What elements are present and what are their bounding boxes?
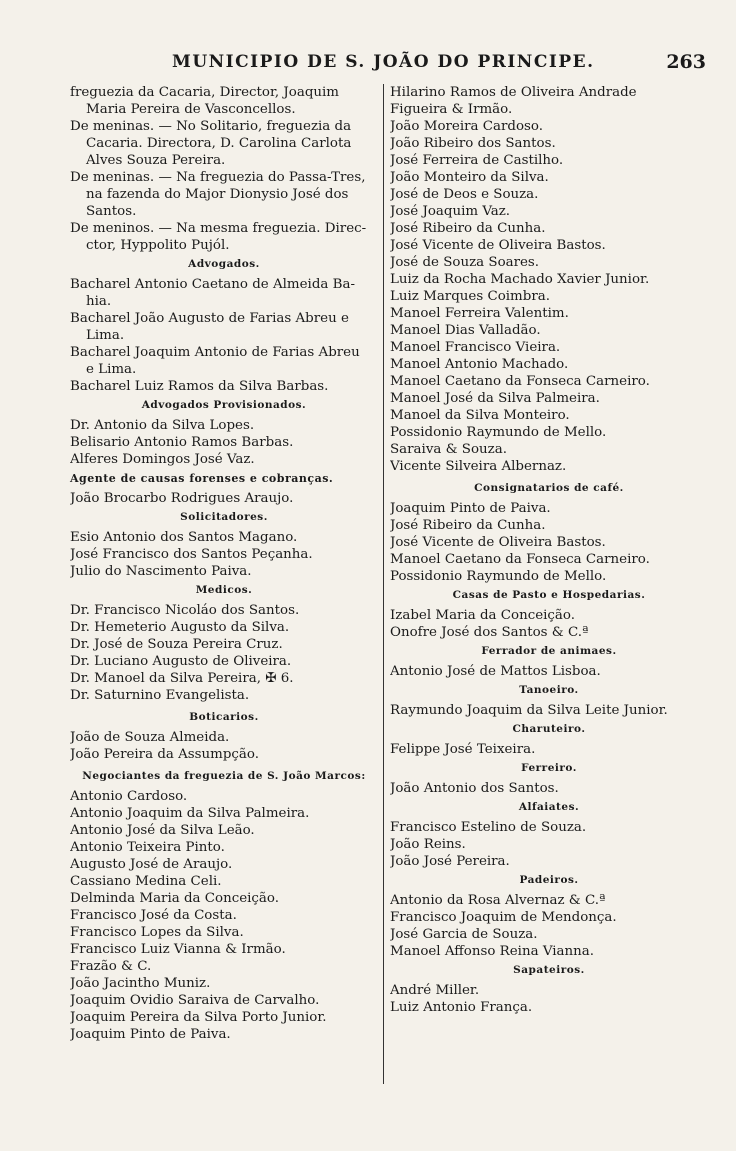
list-item: Joaquim Pinto de Paiva. xyxy=(390,501,551,516)
list-item: João de Souza Almeida. xyxy=(70,730,230,745)
list-item: Figueira & Irmão. xyxy=(390,102,513,117)
list-item: João José Pereira. xyxy=(390,854,510,869)
list-item: João Reins. xyxy=(390,837,466,852)
list-item: Alves Souza Pereira. xyxy=(86,153,226,168)
list-item: Bacharel João Augusto de Farias Abreu e xyxy=(70,311,349,326)
list-item: José Ribeiro da Cunha. xyxy=(390,221,546,236)
list-item: Santos. xyxy=(86,204,137,219)
advogados-list xyxy=(70,276,378,395)
ferrador-list xyxy=(390,663,708,680)
boticarios-list xyxy=(70,729,378,763)
list-item: José Ferreira de Castilho. xyxy=(390,153,564,168)
list-item: Joaquim Pereira da Silva Porto Junior. xyxy=(70,1010,327,1025)
list-item: hia. xyxy=(86,294,112,309)
left-column xyxy=(70,84,378,1043)
list-item: Manoel José da Silva Palmeira. xyxy=(390,391,600,406)
list-item: ctor, Hyppolito Pujól. xyxy=(86,238,230,253)
list-item: Saraiva & Souza. xyxy=(390,442,507,457)
list-item: Antonio José da Silva Leão. xyxy=(70,823,255,838)
section-title-charuteiro: Charuteiro. xyxy=(512,723,586,735)
list-item: Alferes Domingos José Vaz. xyxy=(70,452,255,467)
consignatarios-list xyxy=(390,500,708,585)
list-item: José Ribeiro da Cunha. xyxy=(390,518,546,533)
list-item: Onofre José dos Santos & C.ª xyxy=(390,625,589,640)
section-title-ferrador: Ferrador de animaes. xyxy=(481,645,617,657)
negociantes-list xyxy=(70,788,378,1043)
list-item: Antonio Teixeira Pinto. xyxy=(70,840,225,855)
section-title-negociantes: Negociantes da freguezia de S. João Marcos: xyxy=(82,770,366,782)
list-item: Felippe José Teixeira. xyxy=(390,742,536,757)
list-item: Manoel Antonio Machado. xyxy=(390,357,569,372)
list-item: Hilarino Ramos de Oliveira Andrade xyxy=(390,85,637,100)
page-header xyxy=(60,52,720,80)
list-item: José Joaquim Vaz. xyxy=(390,204,511,219)
list-item: Manoel Dias Valladão. xyxy=(390,323,541,338)
section-title-consignatarios: Consignatarios de café. xyxy=(474,482,624,494)
section-title-boticarios: Boticarios. xyxy=(189,711,259,723)
list-item: e Lima. xyxy=(86,362,137,377)
list-item: De meninas. — No Solitario, freguezia da xyxy=(70,119,352,134)
list-item: Raymundo Joaquim da Silva Leite Junior. xyxy=(390,703,668,718)
list-item: Manoel da Silva Monteiro. xyxy=(390,408,570,423)
list-item: Dr. Saturnino Evangelista. xyxy=(70,688,250,703)
list-item: Dr. Luciano Augusto de Oliveira. xyxy=(70,654,292,669)
list-item: Manoel Ferreira Valentim. xyxy=(390,306,569,321)
alfaiates-list xyxy=(390,819,708,870)
list-item: Frazão & C. xyxy=(70,959,152,974)
section-title-advogados: Advogados. xyxy=(188,258,260,270)
charuteiro-list xyxy=(390,741,708,758)
list-item: De meninas. — Na freguezia do Passa-Tres, xyxy=(70,170,366,185)
list-item: De meninos. — Na mesma freguezia. Direc- xyxy=(70,221,367,236)
list-item: Antonio Joaquim da Silva Palmeira. xyxy=(70,806,310,821)
list-item: Cacaria. Directora, D. Carolina Carlota xyxy=(86,136,352,151)
casas-list xyxy=(390,607,708,641)
list-item: João Brocarbo Rodrigues Araujo. xyxy=(70,491,294,506)
list-item: Francisco Luiz Vianna & Irmão. xyxy=(70,942,286,957)
list-item: José de Deos e Souza. xyxy=(390,187,539,202)
list-item: Antonio José de Mattos Lisboa. xyxy=(390,664,601,679)
section-title-sapateiros: Sapateiros. xyxy=(513,964,585,976)
list-item: Dr. Hemeterio Augusto da Silva. xyxy=(70,620,290,635)
page-title: MUNICIPIO DE S. JOÃO DO PRINCIPE. xyxy=(172,52,595,72)
section-title-alfaiates: Alfaiates. xyxy=(518,801,580,813)
list-item: na fazenda do Major Dionysio José dos xyxy=(86,187,349,202)
list-item: Luiz da Rocha Machado Xavier Junior. xyxy=(390,272,650,287)
list-item: José Vicente de Oliveira Bastos. xyxy=(390,238,606,253)
list-item: Joaquim Ovidio Saraiva de Carvalho. xyxy=(70,993,320,1008)
list-item: Manoel Caetano da Fonseca Carneiro. xyxy=(390,552,650,567)
padeiros-list xyxy=(390,892,708,960)
list-item: José Vicente de Oliveira Bastos. xyxy=(390,535,606,550)
agente-list xyxy=(70,490,378,507)
list-item: João Pereira da Assumpção. xyxy=(70,747,259,762)
list-item: João Ribeiro dos Santos. xyxy=(390,136,556,151)
list-item: Esio Antonio dos Santos Magano. xyxy=(70,530,298,545)
list-item: Dr. Manoel da Silva Pereira, ✠ 6. xyxy=(70,671,294,686)
right-column xyxy=(390,84,708,1016)
page-number: 263 xyxy=(666,51,706,73)
list-item: Manoel Affonso Reina Vianna. xyxy=(390,944,595,959)
list-item: José de Souza Soares. xyxy=(390,255,540,270)
list-item: Luiz Antonio França. xyxy=(390,1000,533,1015)
list-item: Lima. xyxy=(86,328,125,343)
list-item: Julio do Nascimento Paiva. xyxy=(70,564,252,579)
negociantes-cont-list xyxy=(390,84,708,475)
list-item: João Monteiro da Silva. xyxy=(390,170,549,185)
ferreiro-list xyxy=(390,780,708,797)
section-title-provisionados: Advogados Provisionados. xyxy=(141,399,307,411)
list-item: Dr. Francisco Nicoláo dos Santos. xyxy=(70,603,300,618)
tanoeiro-list xyxy=(390,702,708,719)
list-item: Delminda Maria da Conceição. xyxy=(70,891,279,906)
list-item: Cassiano Medina Celi. xyxy=(70,874,222,889)
list-item: João Antonio dos Santos. xyxy=(390,781,559,796)
section-title-solicitadores: Solicitadores. xyxy=(180,511,268,523)
list-item: Antonio da Rosa Alvernaz & C.ª xyxy=(390,893,606,908)
list-item: Francisco José da Costa. xyxy=(70,908,237,923)
medicos-list xyxy=(70,602,378,704)
list-item: José Garcia de Souza. xyxy=(390,927,538,942)
list-item: Augusto José de Araujo. xyxy=(70,857,233,872)
section-title-padeiros: Padeiros. xyxy=(519,874,579,886)
list-item: Francisco Lopes da Silva. xyxy=(70,925,244,940)
list-item: José Francisco dos Santos Peçanha. xyxy=(70,547,313,562)
list-item: Maria Pereira de Vasconcellos. xyxy=(86,102,296,117)
list-item: André Miller. xyxy=(390,983,480,998)
column-divider xyxy=(383,84,384,1084)
list-item: Belisario Antonio Ramos Barbas. xyxy=(70,435,294,450)
list-item: Possidonio Raymundo de Mello. xyxy=(390,425,607,440)
list-item: freguezia da Cacaria, Director, Joaquim xyxy=(70,85,340,100)
solicitadores-list xyxy=(70,529,378,580)
section-title-casas: Casas de Pasto e Hospedarias. xyxy=(452,589,646,601)
list-item: Bacharel Antonio Caetano de Almeida Ba- xyxy=(70,277,355,292)
list-item: Possidonio Raymundo de Mello. xyxy=(390,569,607,584)
provisionados-list xyxy=(70,417,378,468)
list-item: Luiz Marques Coimbra. xyxy=(390,289,550,304)
section-title-tanoeiro: Tanoeiro. xyxy=(519,684,579,696)
section-title-medicos: Medicos. xyxy=(195,584,253,596)
list-item: João Jacintho Muniz. xyxy=(70,976,211,991)
list-item: Bacharel Joaquim Antonio de Farias Abreu xyxy=(70,345,360,360)
list-item: Bacharel Luiz Ramos da Silva Barbas. xyxy=(70,379,329,394)
sapateiros-list xyxy=(390,982,708,1016)
list-item: Dr. José de Souza Pereira Cruz. xyxy=(70,637,283,652)
list-item: Vicente Silveira Albernaz. xyxy=(390,459,567,474)
list-item: Manoel Caetano da Fonseca Carneiro. xyxy=(390,374,650,389)
list-item: Francisco Joaquim de Mendonça. xyxy=(390,910,617,925)
schools-list xyxy=(70,84,378,254)
list-item: Izabel Maria da Conceição. xyxy=(390,608,575,623)
list-item: Francisco Estelino de Souza. xyxy=(390,820,587,835)
list-item: Manoel Francisco Vieira. xyxy=(390,340,561,355)
section-title-ferreiro: Ferreiro. xyxy=(521,762,577,774)
list-item: Dr. Antonio da Silva Lopes. xyxy=(70,418,255,433)
list-item: Joaquim Pinto de Paiva. xyxy=(70,1027,231,1042)
list-item: Antonio Cardoso. xyxy=(70,789,188,804)
section-title-agente: Agente de causas forenses e cobranças. xyxy=(70,472,334,485)
list-item: João Moreira Cardoso. xyxy=(390,119,543,134)
